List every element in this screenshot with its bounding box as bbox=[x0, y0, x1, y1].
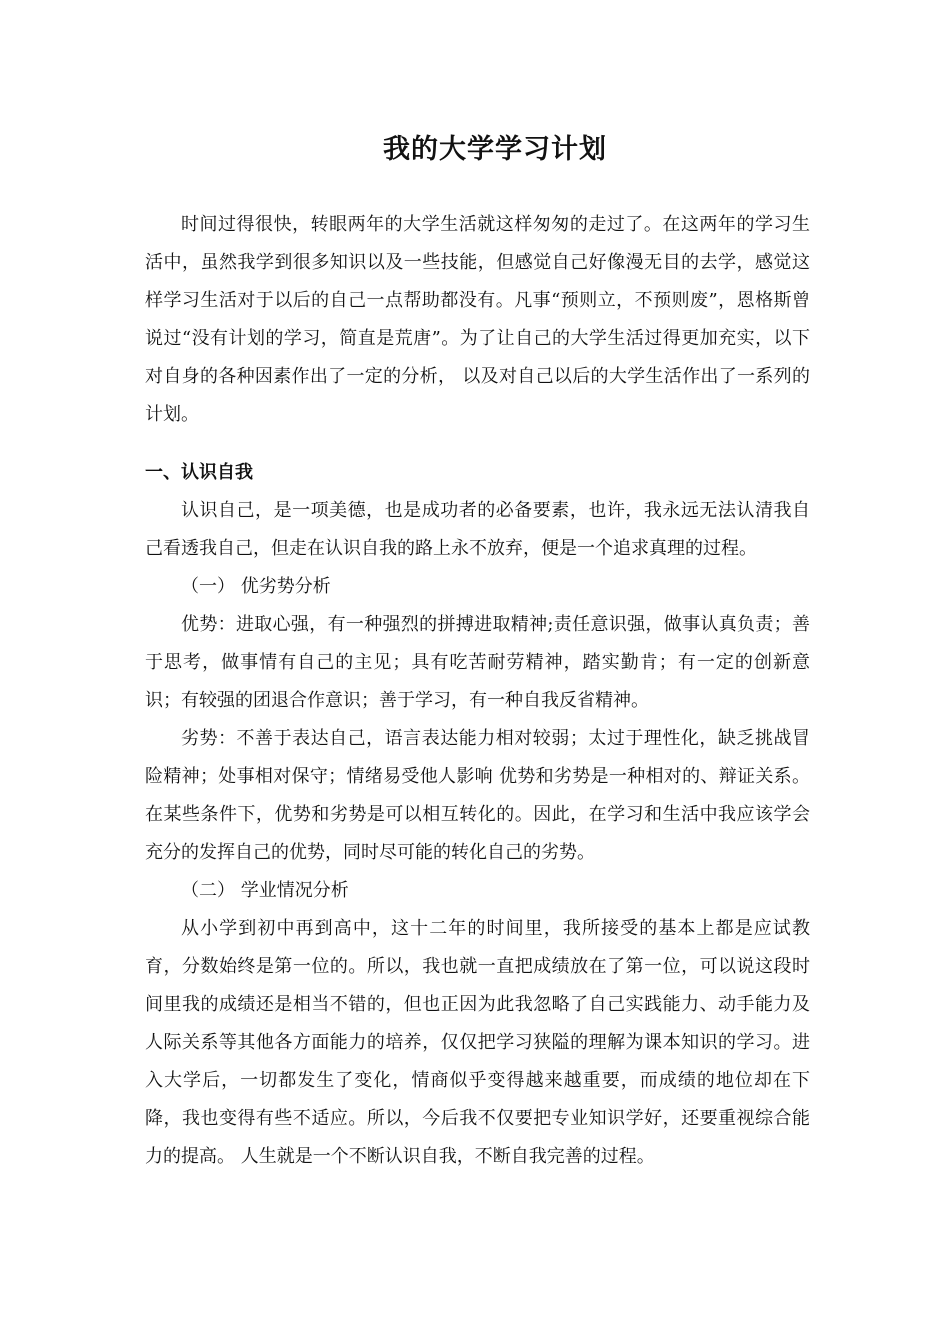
section-heading: 一、认识自我 bbox=[145, 462, 253, 483]
self-knowledge-paragraph: 认识自己，是一项美德，也是成功者的必备要素，也许，我永远无法认清我自己看透我自己，但走在认识自我的路上永不放弃，便是一个追求真理的过程。 bbox=[145, 500, 810, 559]
subsection-heading-strengths: （一） 优劣势分析 bbox=[181, 576, 331, 597]
disadvantages-paragraph: 劣势：不善于表达自己，语言表达能力相对较弱；太过于理性化，缺乏挑战冒险精神；处事相对保守；情绪易受他人影响 优势和劣势是一种相对的、辩证关系。在某些条件下，优势和劣势是可以相互转化的。因此，在学习和生活中我应该学会充分的发挥自己的优势，同时尽可能的转化自己的劣势。 bbox=[145, 728, 810, 863]
section-gap bbox=[145, 434, 810, 454]
academics-paragraph: 从小学到初中再到高中，这十二年的时间里，我所接受的基本上都是应试教育，分数始终是第一位的。所以，我也就一直把成绩放在了第一位，可以说这段时间里我的成绩还是相当不错的，但也正因为此我忽略了自己实践能力、动手能力及人际关系等其他各方面能力的培养，仅仅把学习狭隘的理解为课本知识的学习。进入大学后，一切都发生了变化，情商似乎变得越来越重要，而成绩的地位却在下降，我也变得有些不适应。所以，今后我不仅要把专业知识学好，还要重视综合能力的提高。 人生就是一个不断认识自我，不断自我完善的过程。 bbox=[145, 918, 810, 1167]
subsection-heading-academics: （二） 学业情况分析 bbox=[181, 880, 349, 901]
document-body bbox=[145, 206, 810, 1176]
advantages-paragraph: 优势：进取心强，有一种强烈的拼搏进取精神;责任意识强，做事认真负责；善于思考，做事情有自己的主见；具有吃苦耐劳精神，踏实勤肯；有一定的创新意识；有较强的团退合作意识；善于学习，有一种自我反省精神。 bbox=[145, 614, 810, 711]
intro-paragraph: 时间过得很快，转眼两年的大学生活就这样匆匆的走过了。在这两年的学习生活中，虽然我学到很多知识以及一些技能，但感觉自己好像漫无目的去学，感觉这样学习生活对于以后的自己一点帮助都没有。凡事“预则立，不预则废”，恩格斯曾说过“没有计划的学习，简直是荒唐”。为了让自己的大学生活过得更加充实，以下对自身的各种因素作出了一定的分析， 以及对自己以后的大学生活作出了一系列的计划。 bbox=[145, 214, 810, 425]
document-title: 我的大学学习计划 bbox=[383, 134, 607, 165]
